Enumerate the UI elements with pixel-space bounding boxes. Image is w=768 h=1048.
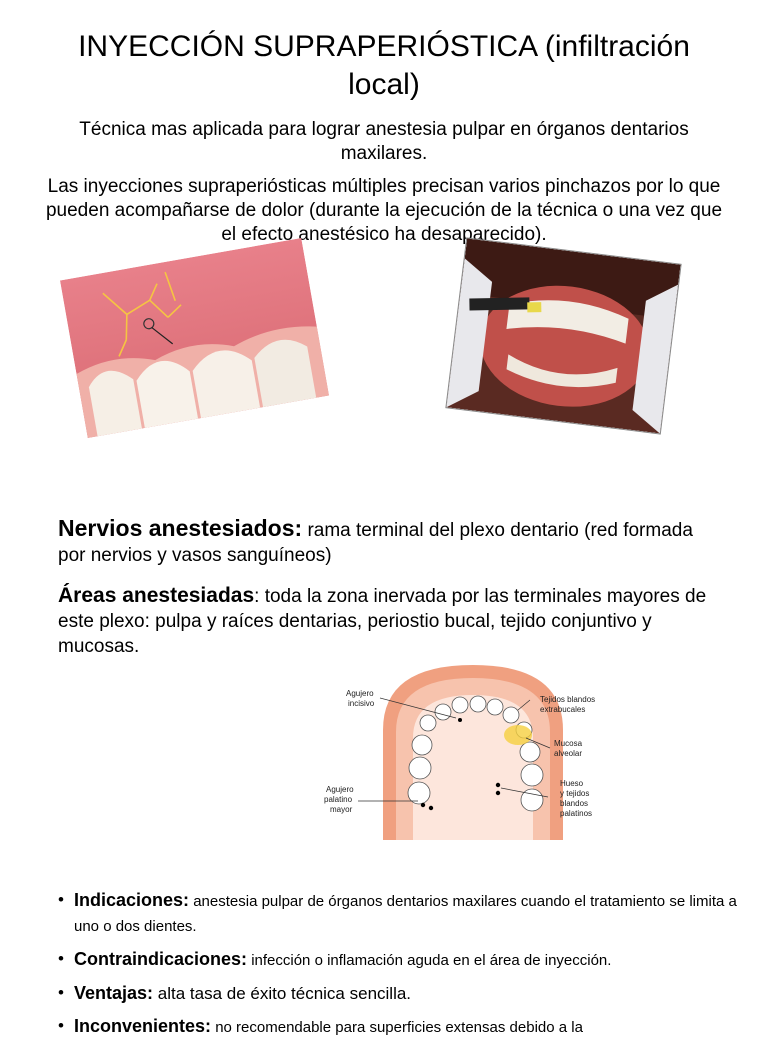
palate-diagram — [318, 660, 628, 840]
intro-paragraph: Técnica mas aplicada para lograr anestesia pulpar en órganos dentarios maxilares. — [79, 119, 689, 164]
bullet-label: Indicaciones: — [74, 890, 190, 910]
label-agujero-palatino-1: Agujero — [326, 785, 354, 794]
areas-label: Áreas anestesiadas — [58, 584, 255, 607]
bullet-inconvenientes — [58, 1014, 738, 1040]
bullet-text: alta tasa de éxito técnica sencilla. — [153, 984, 412, 1003]
bullet-dot-icon: • — [58, 949, 64, 968]
label-agujero-palatino-2: palatino — [324, 795, 353, 804]
bullet-list — [58, 888, 738, 1048]
nervios-section — [58, 516, 718, 568]
label-mucosa-1: Mucosa — [554, 739, 583, 748]
areas-section — [58, 583, 718, 659]
label-tejidos-2: extrabucales — [540, 705, 586, 714]
label-agujero-incisivo-1: Agujero — [346, 689, 374, 698]
label-tejidos-1: Tejidos blandos — [540, 695, 596, 704]
bullet-text: infección o inflamación aguda en el área de inyección. — [247, 952, 612, 969]
label-hueso-4: palatinos — [560, 809, 593, 818]
label-hueso-3: blandos — [560, 799, 589, 808]
label-hueso-2: y tejidos — [560, 789, 590, 798]
areas-text: : toda la zona inervada por las terminales mayores de este plexo: pulpa y raíces dentarias, periostio bucal, tejido conjuntivo y mucosas. — [58, 586, 707, 657]
syringe-mouth-photo — [445, 237, 681, 434]
bullet-dot-icon: • — [58, 1016, 64, 1035]
bullet-text: no recomendable para superficies extensas debido a la — [211, 1019, 583, 1036]
bullet-label: Contraindicaciones: — [74, 949, 248, 969]
page-title: INYECCIÓN SUPRAPERIÓSTICA (infiltración local) — [78, 30, 690, 101]
bullet-dot-icon: • — [58, 890, 64, 909]
description-paragraph: Las inyecciones supraperiósticas múltiples precisan varios pinchazos por lo que pueden acompañarse de dolor (durante la ejecución de la técnica o una vez que el efecto anestésico ha desaparecido). — [45, 176, 723, 245]
label-agujero-incisivo-2: incisivo — [348, 699, 375, 708]
bullet-label: Ventajas: — [74, 983, 154, 1003]
label-hueso-1: Hueso — [560, 779, 584, 788]
bullet-text: anestesia pulpar de órganos dentarios maxilares cuando el tratamiento se limita a uno o dos dientes. — [74, 893, 737, 935]
nervios-text: rama terminal del plexo dentario (red formada por nervios y vasos sanguíneos) — [58, 520, 693, 566]
bullet-ventajas — [58, 981, 738, 1006]
bullet-label: Inconvenientes: — [74, 1016, 212, 1036]
nervios-label: Nervios anestesiados: — [58, 515, 303, 541]
bullet-indicaciones — [58, 888, 738, 939]
label-mucosa-2: alveolar — [554, 749, 583, 758]
bullet-contraindicaciones — [58, 947, 738, 973]
gum-nerve-photo — [60, 238, 329, 438]
bullet-dot-icon: • — [58, 983, 64, 1002]
label-agujero-palatino-3: mayor — [330, 805, 353, 814]
